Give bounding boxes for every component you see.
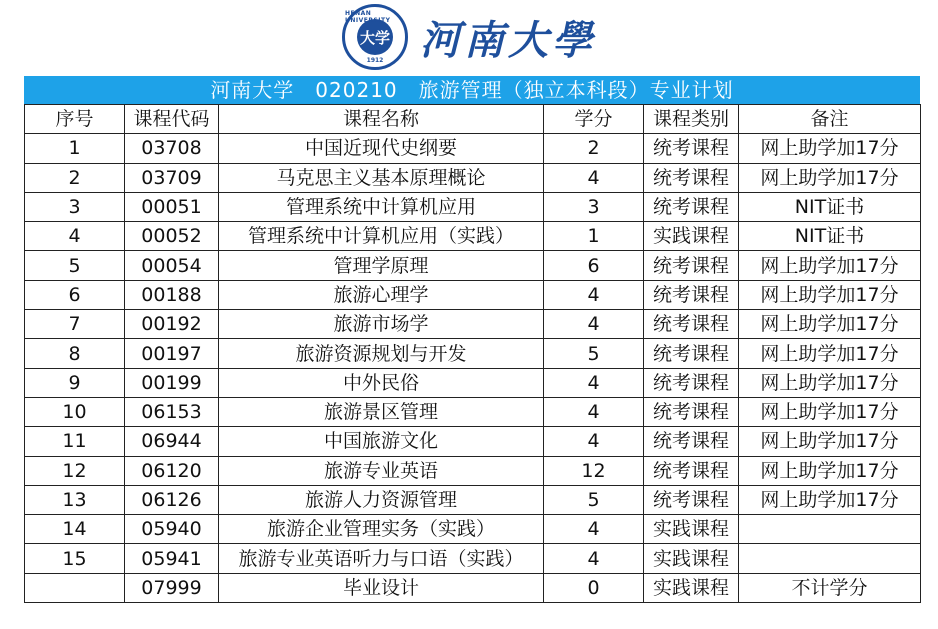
table-row <box>25 573 921 602</box>
course-type-cell: 统考课程 <box>644 163 739 192</box>
row-number-cell: 6 <box>25 280 125 309</box>
remarks-cell: 网上助学加17分 <box>739 134 921 163</box>
header-cell: 学分 <box>544 105 644 134</box>
remarks-cell: 网上助学加17分 <box>739 368 921 397</box>
remarks-cell: 网上助学加17分 <box>739 163 921 192</box>
course-code-cell: 03709 <box>125 163 219 192</box>
seal-center: 大学 <box>357 19 393 55</box>
row-number-cell <box>25 573 125 602</box>
course-type-cell: 统考课程 <box>644 368 739 397</box>
remarks-cell: 网上助学加17分 <box>739 427 921 456</box>
course-name-cell: 管理系统中计算机应用（实践） <box>219 222 544 251</box>
page-header <box>0 0 938 74</box>
credits-cell: 4 <box>544 544 644 573</box>
course-code-cell: 05941 <box>125 544 219 573</box>
university-seal-icon <box>342 4 408 70</box>
remarks-cell: 网上助学加17分 <box>739 280 921 309</box>
course-name-cell: 旅游资源规划与开发 <box>219 339 544 368</box>
course-name-cell: 毕业设计 <box>219 573 544 602</box>
table-header-row <box>25 105 921 134</box>
credits-cell: 4 <box>544 310 644 339</box>
course-code-cell: 00192 <box>125 310 219 339</box>
credits-cell: 4 <box>544 280 644 309</box>
course-code-cell: 05940 <box>125 515 219 544</box>
course-name-cell: 旅游专业英语听力与口语（实践） <box>219 544 544 573</box>
remarks-cell: 网上助学加17分 <box>739 251 921 280</box>
course-name-cell: 中国旅游文化 <box>219 427 544 456</box>
table-row <box>25 339 921 368</box>
course-name-cell: 旅游企业管理实务（实践） <box>219 515 544 544</box>
row-number-cell: 5 <box>25 251 125 280</box>
credits-cell: 4 <box>544 427 644 456</box>
table-row <box>25 485 921 514</box>
course-code-cell: 06126 <box>125 485 219 514</box>
row-number-cell: 14 <box>25 515 125 544</box>
course-type-cell: 统考课程 <box>644 427 739 456</box>
course-name-cell: 管理学原理 <box>219 251 544 280</box>
header-cell: 备注 <box>739 105 921 134</box>
credits-cell: 4 <box>544 368 644 397</box>
credits-cell: 2 <box>544 134 644 163</box>
seal-year: 1912 <box>366 57 384 64</box>
table-row <box>25 280 921 309</box>
row-number-cell: 10 <box>25 397 125 426</box>
credits-cell: 6 <box>544 251 644 280</box>
table-row <box>25 368 921 397</box>
course-code-cell: 00051 <box>125 192 219 221</box>
plan-title: 河南大学 020210 旅游管理（独立本科段）专业计划 <box>24 76 920 104</box>
remarks-cell: NIT证书 <box>739 222 921 251</box>
remarks-cell: 网上助学加17分 <box>739 456 921 485</box>
credits-cell: 5 <box>544 339 644 368</box>
remarks-cell: 网上助学加17分 <box>739 485 921 514</box>
remarks-cell: 网上助学加17分 <box>739 310 921 339</box>
course-name-cell: 旅游人力资源管理 <box>219 485 544 514</box>
table-row <box>25 427 921 456</box>
course-plan-table <box>24 104 921 603</box>
course-name-cell: 旅游市场学 <box>219 310 544 339</box>
table-row <box>25 163 921 192</box>
row-number-cell: 7 <box>25 310 125 339</box>
row-number-cell: 4 <box>25 222 125 251</box>
row-number-cell: 11 <box>25 427 125 456</box>
credits-cell: 12 <box>544 456 644 485</box>
course-code-cell: 00188 <box>125 280 219 309</box>
course-name-cell: 管理系统中计算机应用 <box>219 192 544 221</box>
credits-cell: 0 <box>544 573 644 602</box>
row-number-cell: 9 <box>25 368 125 397</box>
row-number-cell: 8 <box>25 339 125 368</box>
course-name-cell: 中国近现代史纲要 <box>219 134 544 163</box>
table-row <box>25 222 921 251</box>
credits-cell: 1 <box>544 222 644 251</box>
header-cell: 序号 <box>25 105 125 134</box>
credits-cell: 3 <box>544 192 644 221</box>
credits-cell: 5 <box>544 485 644 514</box>
header-cell: 课程代码 <box>125 105 219 134</box>
table-row <box>25 134 921 163</box>
credits-cell: 4 <box>544 397 644 426</box>
row-number-cell: 15 <box>25 544 125 573</box>
table-row <box>25 310 921 339</box>
table-row <box>25 456 921 485</box>
course-type-cell: 统考课程 <box>644 485 739 514</box>
course-type-cell: 统考课程 <box>644 280 739 309</box>
course-name-cell: 旅游专业英语 <box>219 456 544 485</box>
course-name-cell: 旅游景区管理 <box>219 397 544 426</box>
course-code-cell: 00197 <box>125 339 219 368</box>
course-name-cell: 中外民俗 <box>219 368 544 397</box>
course-type-cell: 实践课程 <box>644 544 739 573</box>
header-cell: 课程名称 <box>219 105 544 134</box>
course-type-cell: 统考课程 <box>644 456 739 485</box>
course-code-cell: 07999 <box>125 573 219 602</box>
course-name-cell: 马克思主义基本原理概论 <box>219 163 544 192</box>
remarks-cell: 网上助学加17分 <box>739 397 921 426</box>
credits-cell: 4 <box>544 515 644 544</box>
university-brand: 河南大學 <box>420 16 596 64</box>
course-code-cell: 00052 <box>125 222 219 251</box>
row-number-cell: 3 <box>25 192 125 221</box>
course-code-cell: 00199 <box>125 368 219 397</box>
remarks-cell: 不计学分 <box>739 573 921 602</box>
course-type-cell: 统考课程 <box>644 251 739 280</box>
table-row <box>25 251 921 280</box>
row-number-cell: 1 <box>25 134 125 163</box>
row-number-cell: 12 <box>25 456 125 485</box>
course-code-cell: 03708 <box>125 134 219 163</box>
remarks-cell: NIT证书 <box>739 192 921 221</box>
row-number-cell: 13 <box>25 485 125 514</box>
header-cell: 课程类别 <box>644 105 739 134</box>
course-type-cell: 统考课程 <box>644 134 739 163</box>
table-row <box>25 544 921 573</box>
course-type-cell: 实践课程 <box>644 573 739 602</box>
course-type-cell: 实践课程 <box>644 222 739 251</box>
remarks-cell <box>739 515 921 544</box>
course-code-cell: 06120 <box>125 456 219 485</box>
remarks-cell: 网上助学加17分 <box>739 339 921 368</box>
course-code-cell: 06153 <box>125 397 219 426</box>
table-row <box>25 515 921 544</box>
seal-text: HENAN UNIVERSITY <box>345 10 391 24</box>
course-code-cell: 00054 <box>125 251 219 280</box>
remarks-cell <box>739 544 921 573</box>
course-type-cell: 统考课程 <box>644 310 739 339</box>
row-number-cell: 2 <box>25 163 125 192</box>
course-type-cell: 统考课程 <box>644 397 739 426</box>
course-code-cell: 06944 <box>125 427 219 456</box>
table-row <box>25 192 921 221</box>
credits-cell: 4 <box>544 163 644 192</box>
table-row <box>25 397 921 426</box>
course-name-cell: 旅游心理学 <box>219 280 544 309</box>
course-type-cell: 统考课程 <box>644 339 739 368</box>
course-type-cell: 实践课程 <box>644 515 739 544</box>
course-type-cell: 统考课程 <box>644 192 739 221</box>
